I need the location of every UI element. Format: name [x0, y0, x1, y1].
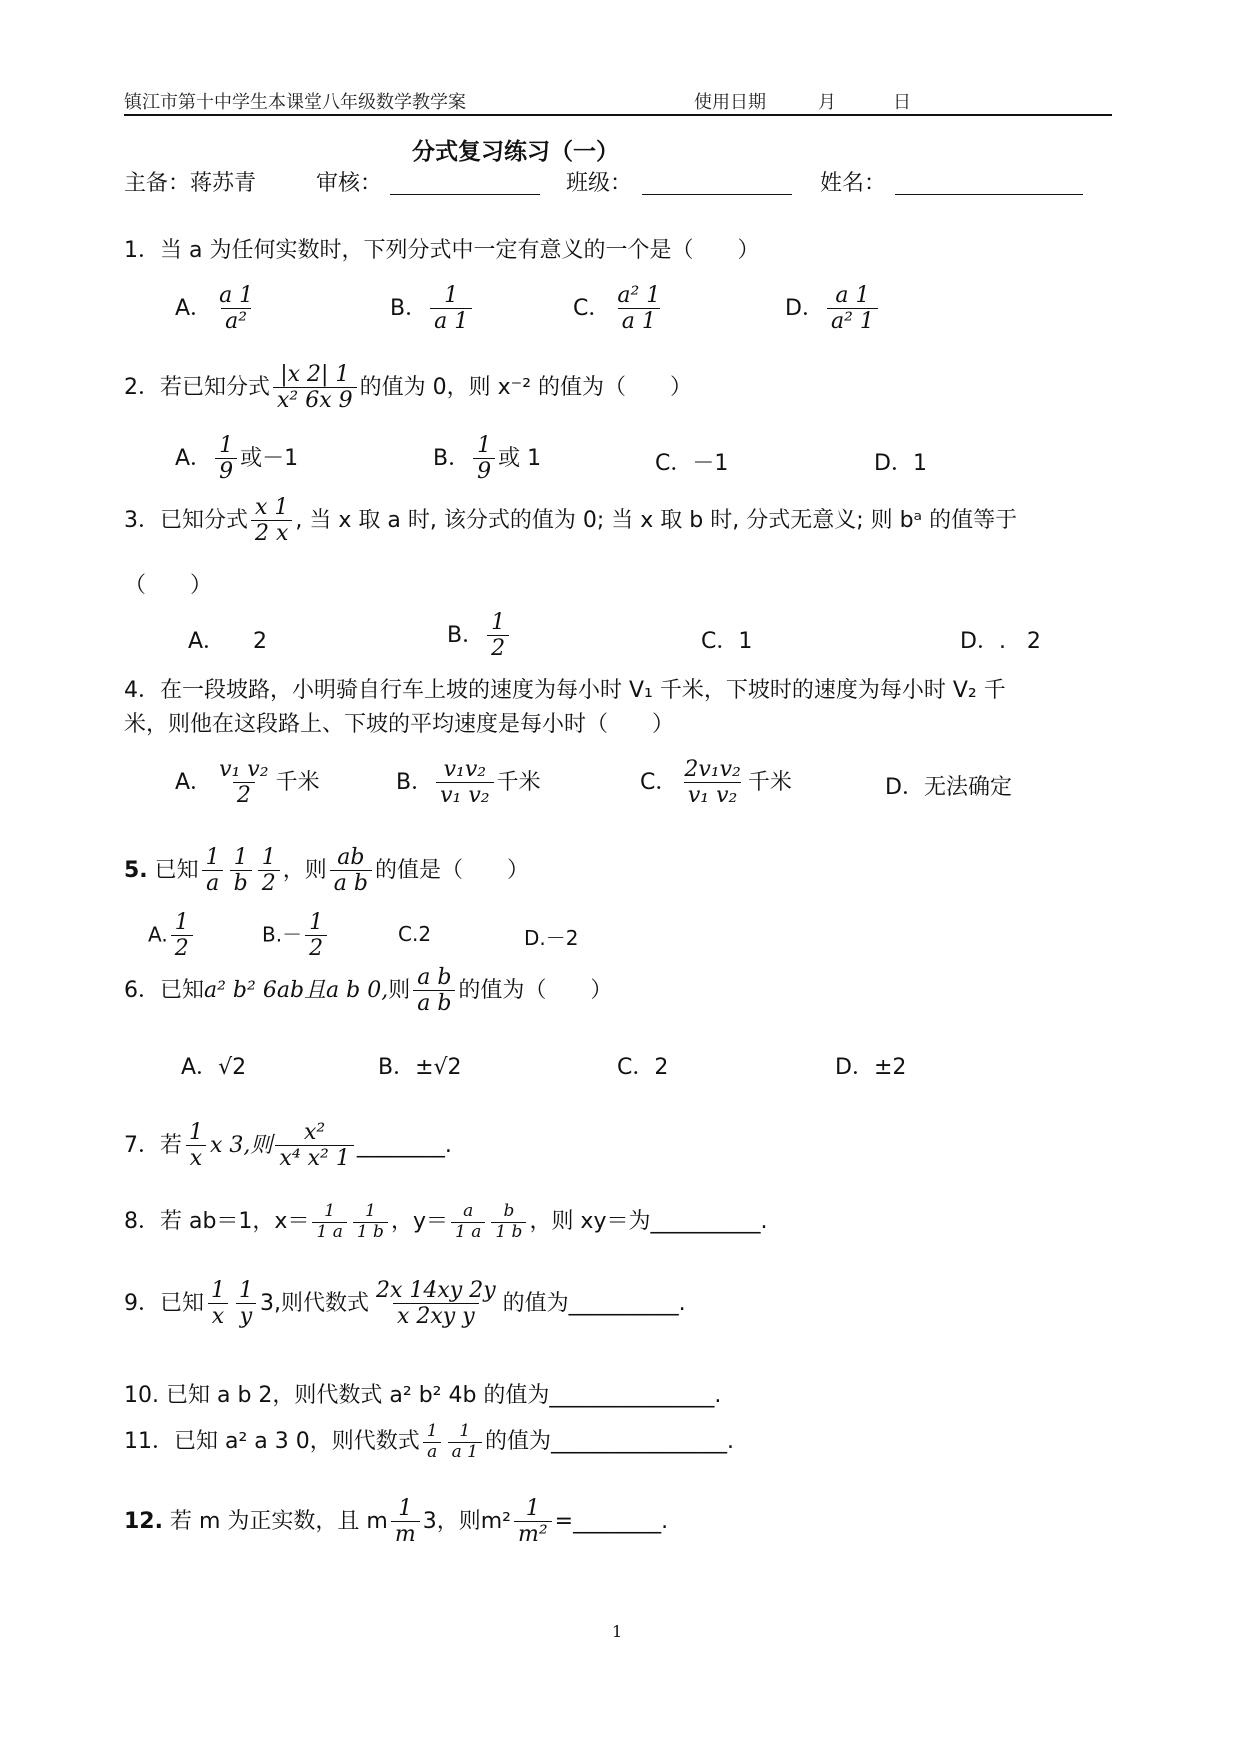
q6-option-a[interactable]: A．√2: [181, 1055, 247, 1080]
class-field[interactable]: [642, 172, 792, 195]
q1-option-a[interactable]: A． $\frac{a 1}{\text{a²}}$: [175, 283, 254, 335]
question-6: 6．已知a² b² 6ab且a b 0,则 $\frac{\text{a b}}{\text{a b}}$ 的值为（ ）: [124, 965, 613, 1017]
name-label: 姓名：: [820, 171, 887, 196]
question-11: 11．已知 a² a 3 0，则代数式 $\frac{1}{a}$ $\frac{1}{a 1}$ 的值为________________.: [124, 1421, 734, 1462]
question-8: 8．若 ab＝1，x＝ $\frac{1}{1 a}$ $\frac{1}{1 b}$ ，y＝ $\frac{a}{1 a}$ $\frac{b}{1 b}$ ，则 xy＝为__________.: [124, 1201, 768, 1242]
q4-option-a[interactable]: A． $\frac{\text{v₁ v₂}}{2}$ 千米: [175, 757, 320, 809]
q4-option-c[interactable]: C． $\frac{\text{2v₁v₂}}{\text{v₁ v₂}}$ 千米: [640, 757, 792, 809]
q3-bracket: （ ）: [124, 573, 213, 598]
header-day: 日: [893, 92, 911, 113]
q3-option-a[interactable]: A． 2: [188, 629, 268, 654]
reviewer-field[interactable]: [390, 172, 540, 195]
q4-option-b[interactable]: B． $\frac{\text{v₁v₂}}{\text{v₁ v₂}}$ 千米: [396, 757, 541, 809]
q2-option-d[interactable]: D．1: [874, 451, 927, 476]
page-number: 1: [612, 1622, 623, 1641]
q1-option-d[interactable]: D． $\frac{a 1}{\text{a² 1}}$: [785, 283, 881, 335]
q6-option-c[interactable]: C．2: [617, 1055, 669, 1080]
question-4-line-2: 米，则他在这段路上、下坡的平均速度是每小时（ ）: [124, 712, 675, 737]
q5-option-d[interactable]: D.－2: [524, 926, 579, 950]
q6-option-b[interactable]: B．±√2: [378, 1055, 462, 1080]
question-4-line-1: 4．在一段坡路，小明骑自行车上坡的速度为每小时 V₁ 千米，下坡时的速度为每小时 V₂ 千: [124, 678, 1006, 703]
q6-option-d[interactable]: D．±2: [835, 1055, 907, 1080]
header-date-label: 使用日期: [694, 92, 766, 113]
question-9: 9．已知 $\frac{1}{x}$ $\frac{1}{y}$ 3,则代数式 $\frac{2x 14xy 2y}{\text{x 2xy y}}$ 的值为__________.: [124, 1278, 686, 1330]
q1-option-c[interactable]: C． $\frac{\text{a² 1}}{a 1}$: [573, 283, 661, 335]
q3-option-d[interactable]: D．. 2: [960, 629, 1041, 654]
author-line: 主备：蒋苏青: [124, 171, 257, 196]
q5-option-c[interactable]: C.2: [398, 922, 432, 946]
question-2: 2．若已知分式 $\frac{|x 2| 1}{\text{x² 6x 9}}$ 的值为 0，则 x⁻² 的值为（ ）: [124, 362, 693, 414]
question-5: 5. 已知 $\frac{1}{a}$ $\frac{1}{b}$ $\frac{1}{2}$ ，则 $\frac{ab}{\text{a b}}$ 的值是（ ）: [124, 845, 529, 897]
q1-option-b[interactable]: B． $\frac{1}{a 1}$: [390, 283, 475, 335]
page-title: 分式复习练习（一）: [412, 139, 619, 165]
q3-option-b[interactable]: B． $\frac{1}{2}$: [447, 610, 512, 662]
class-label: 班级：: [566, 171, 633, 196]
q5-option-a[interactable]: A. $\frac{1}{2}$: [148, 910, 196, 962]
header-school: 镇江市第十中学生本课堂八年级数学教学案: [124, 92, 466, 113]
q2-option-c[interactable]: C．－1: [655, 451, 729, 476]
reviewer-label: 审核：: [316, 171, 383, 196]
q3-option-c[interactable]: C．1: [701, 629, 753, 654]
question-10: 10. 已知 a b 2，则代数式 a² b² 4b 的值为_______________.: [124, 1383, 722, 1408]
header-month: 月: [818, 92, 836, 113]
name-field[interactable]: [895, 172, 1083, 195]
header-rule: [124, 114, 1112, 116]
question-12: 12. 若 m 为正实数，且 m $\frac{1}{m}$ 3，则m² $\frac{1}{\text{m²}}$ =________.: [124, 1496, 669, 1548]
q2-option-a[interactable]: A． $\frac{1}{9}$ 或－1: [175, 433, 299, 485]
q5-option-b[interactable]: B.－ $\frac{1}{2}$: [262, 910, 330, 962]
q2-option-b[interactable]: B． $\frac{1}{9}$ 或 1: [433, 433, 542, 485]
question-7: 7．若 $\frac{1}{x}$ x 3,则 $\frac{\text{x²}}{\text{x⁴ x² 1}}$ ________.: [124, 1120, 452, 1172]
question-1: 1．当 a 为任何实数时，下列分式中一定有意义的一个是（ ）: [124, 238, 760, 263]
question-3: 3．已知分式 $\frac{x 1}{2 x}$ , 当 x 取 a 时, 该分式的值为 0; 当 x 取 b 时, 分式无意义; 则 bᵃ 的值等于: [124, 495, 1018, 547]
q4-option-d[interactable]: D．无法确定: [885, 775, 1012, 800]
